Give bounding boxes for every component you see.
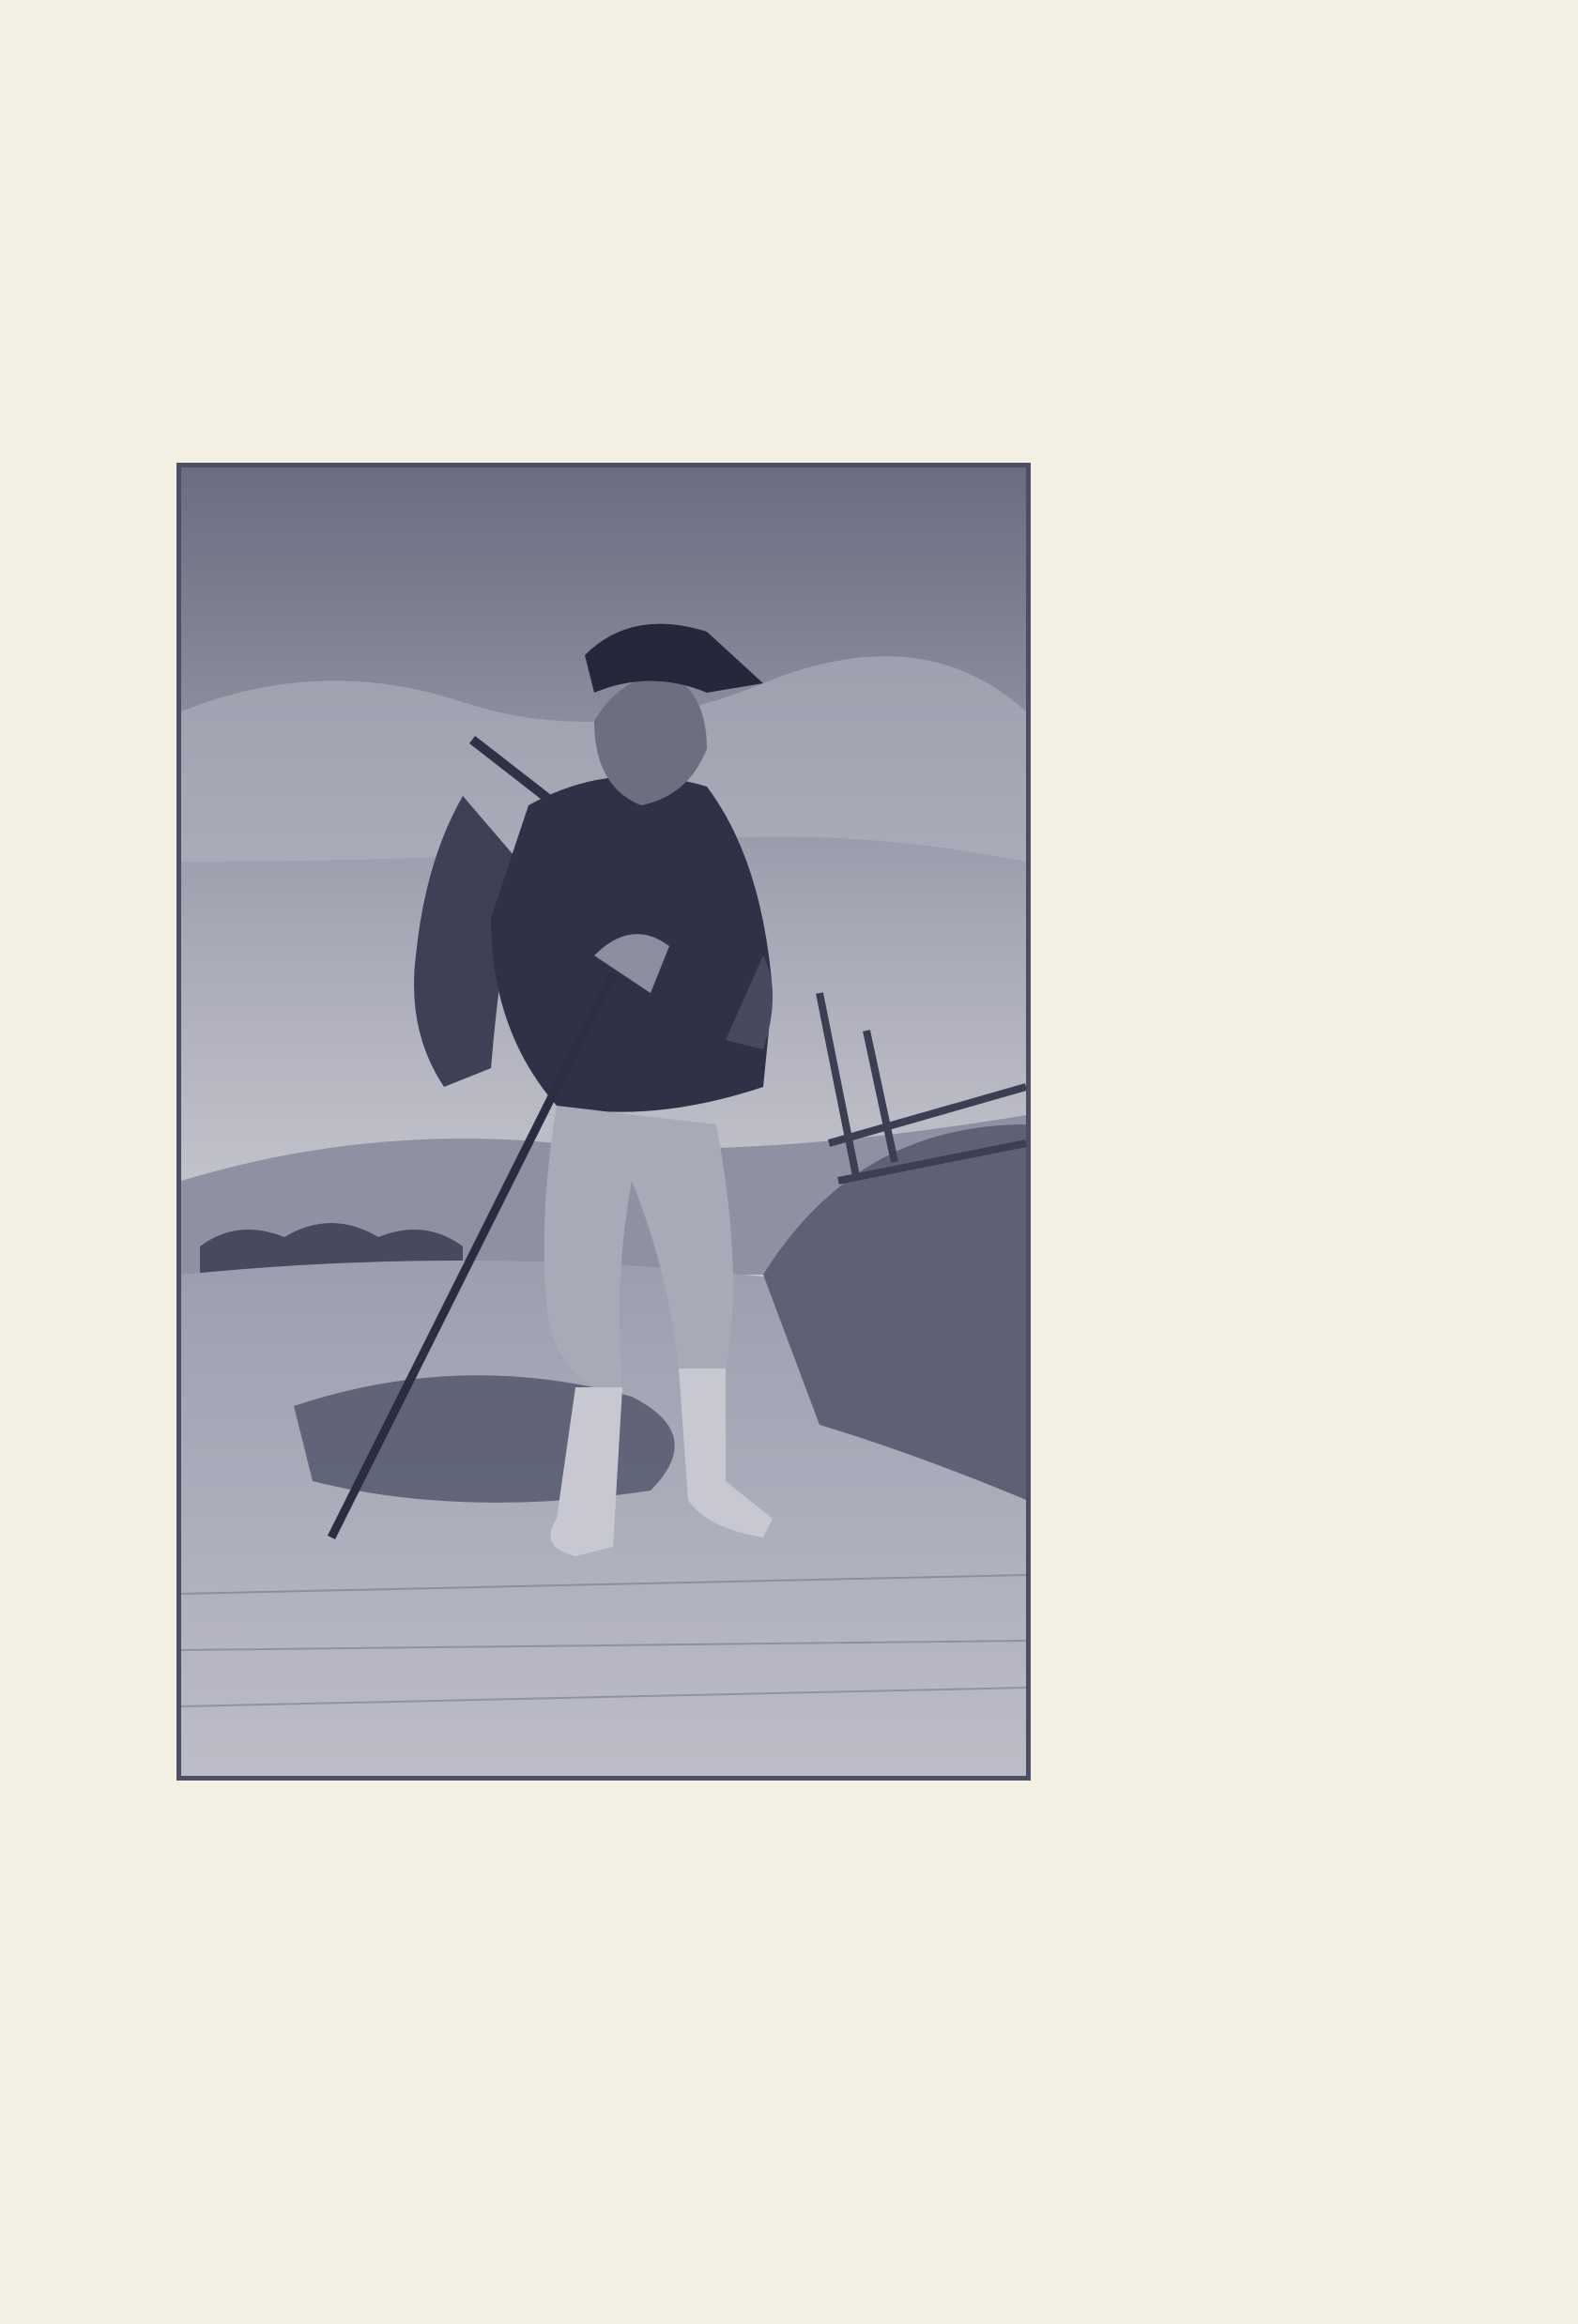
soldier-illustration-icon xyxy=(181,467,1026,1776)
straggler-illustration xyxy=(176,463,1031,1781)
